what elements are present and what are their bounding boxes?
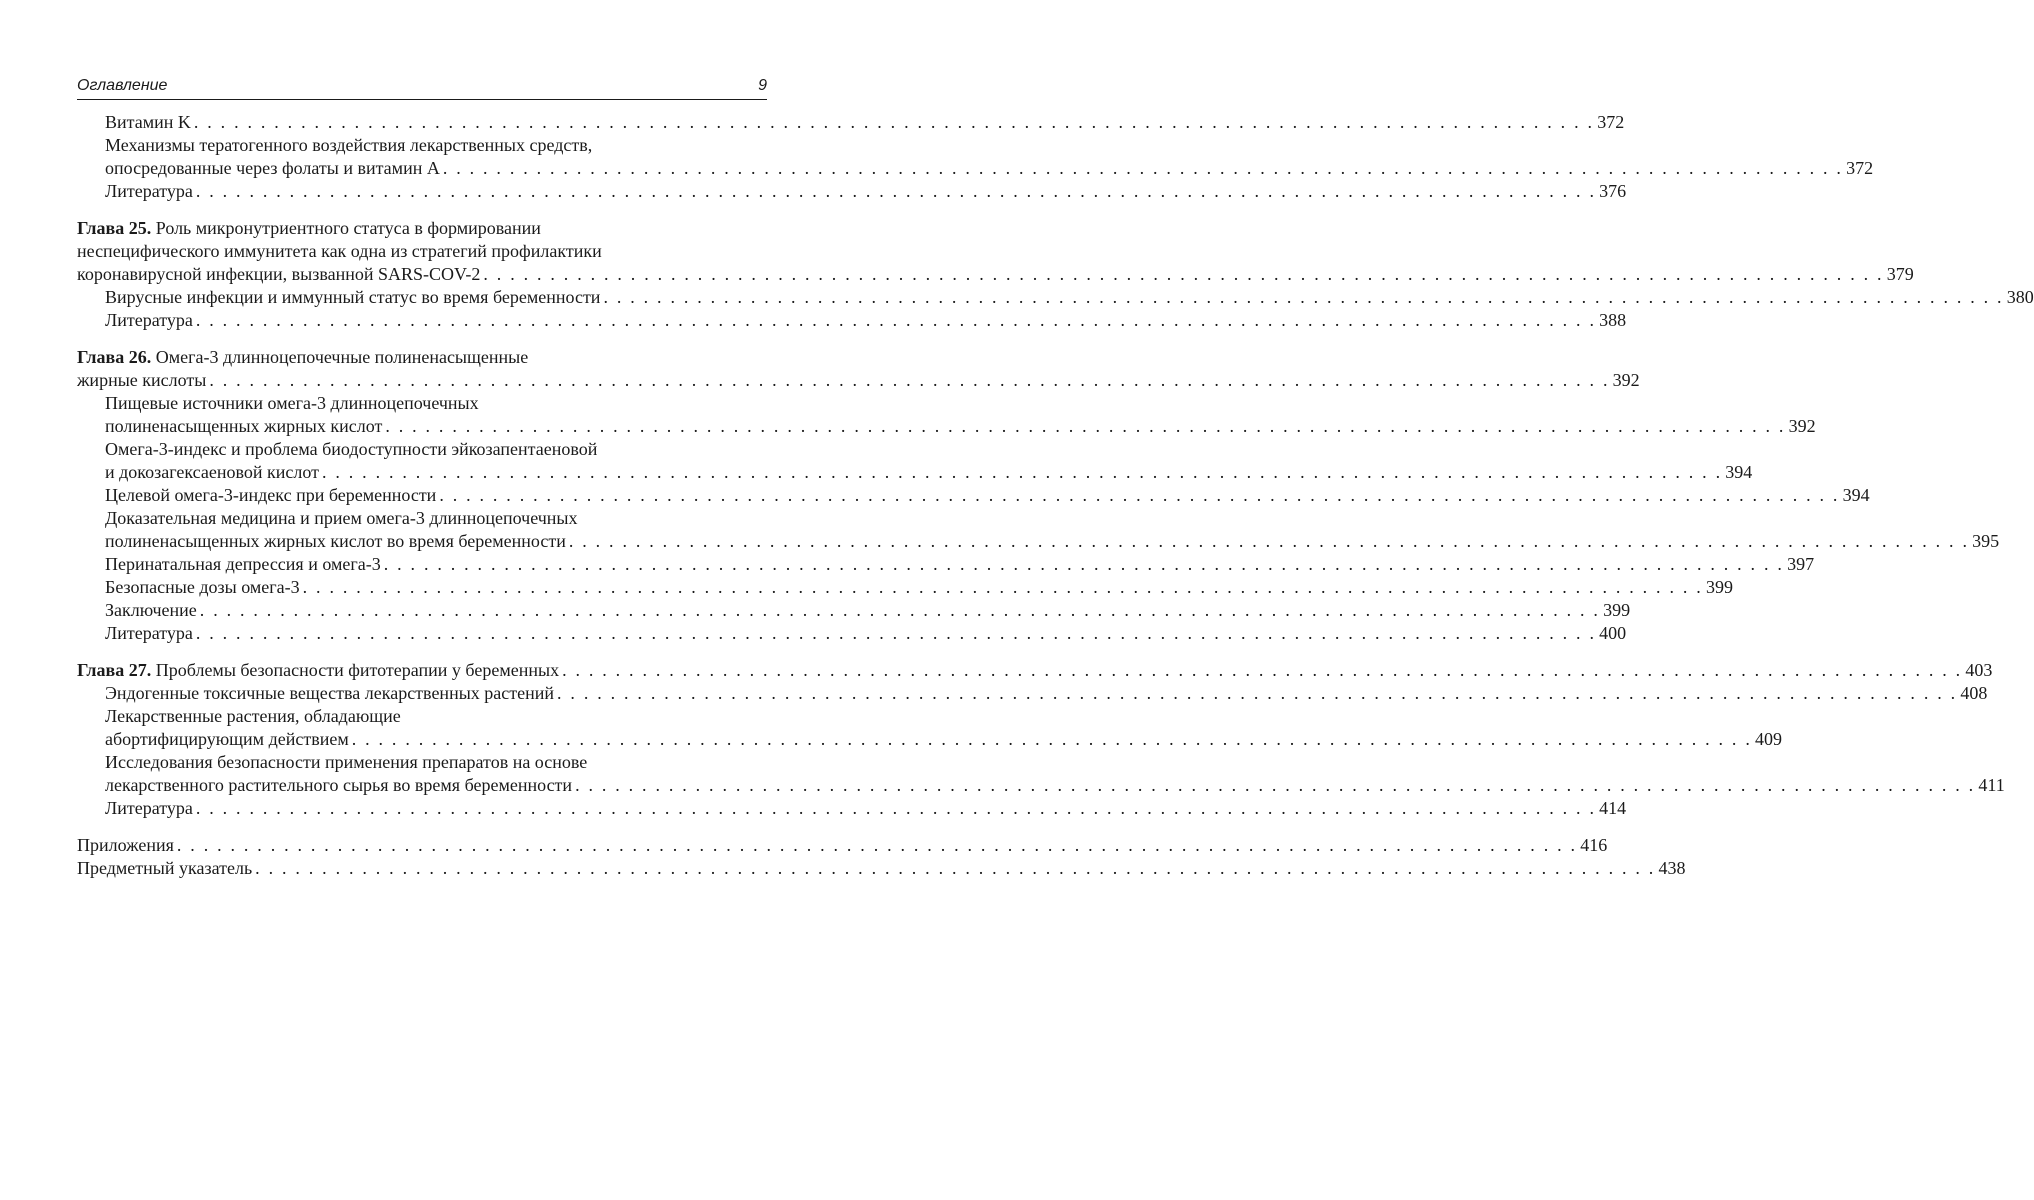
- toc-entry-teratogenic-mechanisms[interactable]: [77, 134, 1874, 180]
- dot-leader: . . . . . . . . . . . . . . . . . . . . . . . . . . . . . . . . . . . . . . . . . . . . . . . . . . . . . . . . . . . . . . . . . . . . . . . . . . . . . . . . . . . . . . . . . . . . . . . . . . . . . . . . .: [562, 660, 1963, 680]
- toc-entry-title: Безопасные дозы омега-3: [105, 577, 300, 597]
- dot-leader: . . . . . . . . . . . . . . . . . . . . . . . . . . . . . . . . . . . . . . . . . . . . . . . . . . . . . . . . . . . . . . . . . . . . . . . . . . . . . . . . . . . . . . . . . . . . . . . . . . . . . . . . .: [199, 600, 1601, 620]
- toc-entry-target-omega-index[interactable]: [77, 484, 1870, 507]
- toc-page-number: 438: [1658, 858, 1686, 878]
- toc-chapter-title-text: Роль микронутриентного статуса в формировании: [155, 218, 541, 238]
- toc-entry-literature[interactable]: [77, 180, 1627, 203]
- toc-entry-title-line: Доказательная медицина и прием омега-3 длинноцепочечных: [105, 508, 578, 528]
- dot-leader: . . . . . . . . . . . . . . . . . . . . . . . . . . . . . . . . . . . . . . . . . . . . . . . . . . . . . . . . . . . . . . . . . . . . . . . . . . . . . . . . . . . . . . . . . . . . . . . . . . . . . . . . .: [557, 683, 1958, 703]
- toc-page-number: 372: [1846, 158, 1874, 178]
- toc-chapter-27[interactable]: [77, 659, 1993, 682]
- toc-page-number: 376: [1599, 181, 1627, 201]
- toc-page-number: 408: [1960, 683, 1988, 703]
- dot-leader: . . . . . . . . . . . . . . . . . . . . . . . . . . . . . . . . . . . . . . . . . . . . . . . . . . . . . . . . . . . . . . . . . . . . . . . . . . . . . . . . . . . . . . . . . . . . . . . . . . . . . . . . .: [483, 264, 1884, 284]
- toc-page-number: 394: [1725, 462, 1753, 482]
- toc-entry-title-line: абортифицирующим действием: [105, 729, 349, 749]
- toc-entry-title-line: Пищевые источники омега-3 длинноцепочечных: [105, 393, 479, 413]
- toc-entry-title: Литература: [105, 798, 193, 818]
- toc-entry-title: Эндогенные токсичные вещества лекарственных растений: [105, 683, 555, 703]
- toc-page-number: 399: [1603, 600, 1631, 620]
- toc-entry-title: Литература: [105, 623, 193, 643]
- table-of-contents: [77, 111, 2034, 880]
- toc-entry-safe-doses[interactable]: [77, 576, 1733, 599]
- toc-entry-title-line: опосредованные через фолаты и витамин A: [105, 158, 440, 178]
- toc-chapter-title-text: Проблемы безопасности фитотерапии у беременных: [155, 660, 560, 680]
- dot-leader: . . . . . . . . . . . . . . . . . . . . . . . . . . . . . . . . . . . . . . . . . . . . . . . . . . . . . . . . . . . . . . . . . . . . . . . . . . . . . . . . . . . . . . . . . . . . . . . . . . . . . . . . .: [439, 485, 1840, 505]
- toc-entry-literature[interactable]: [77, 622, 1627, 645]
- toc-entry-title: Витамин K: [105, 112, 191, 132]
- toc-page-number: 392: [1612, 370, 1640, 390]
- dot-leader: . . . . . . . . . . . . . . . . . . . . . . . . . . . . . . . . . . . . . . . . . . . . . . . . . . . . . . . . . . . . . . . . . . . . . . . . . . . . . . . . . . . . . . . . . . . . . . . . . . . . . . . . .: [603, 287, 2004, 307]
- dot-leader: . . . . . . . . . . . . . . . . . . . . . . . . . . . . . . . . . . . . . . . . . . . . . . . . . . . . . . . . . . . . . . . . . . . . . . . . . . . . . . . . . . . . . . . . . . . . . . . . . . . . . . . . .: [442, 158, 1844, 178]
- running-header-title: Оглавление: [77, 77, 168, 94]
- toc-entry-title: Заключение: [105, 600, 197, 620]
- toc-entry-title-line: Лекарственные растения, обладающие: [105, 706, 401, 726]
- toc-chapter-title-line: коронавирусной инфекции, вызванной SARS-COV-2: [77, 264, 481, 284]
- toc-page-number: 399: [1705, 577, 1733, 597]
- toc-chapter-25[interactable]: [77, 217, 1914, 286]
- toc-chapter-26[interactable]: [77, 346, 1640, 392]
- toc-entry-abortifacient-plants[interactable]: [77, 705, 1783, 751]
- toc-entry-title: Предметный указатель: [77, 858, 253, 878]
- dot-leader: . . . . . . . . . . . . . . . . . . . . . . . . . . . . . . . . . . . . . . . . . . . . . . . . . . . . . . . . . . . . . . . . . . . . . . . . . . . . . . . . . . . . . . . . . . . . . . . . . . . . . . . . .: [321, 462, 1723, 482]
- dot-leader: . . . . . . . . . . . . . . . . . . . . . . . . . . . . . . . . . . . . . . . . . . . . . . . . . . . . . . . . . . . . . . . . . . . . . . . . . . . . . . . . . . . . . . . . . . . . . . . . . . . . . . . . .: [176, 835, 1578, 855]
- dot-leader: . . . . . . . . . . . . . . . . . . . . . . . . . . . . . . . . . . . . . . . . . . . . . . . . . . . . . . . . . . . . . . . . . . . . . . . . . . . . . . . . . . . . . . . . . . . . . . . . . . . . . . . . .: [193, 112, 1595, 132]
- dot-leader: . . . . . . . . . . . . . . . . . . . . . . . . . . . . . . . . . . . . . . . . . . . . . . . . . . . . . . . . . . . . . . . . . . . . . . . . . . . . . . . . . . . . . . . . . . . . . . . . . . . . . . . . .: [383, 554, 1785, 574]
- toc-page-number: 380: [2006, 287, 2034, 307]
- toc-chapter-title-line: [77, 659, 559, 682]
- dot-leader: . . . . . . . . . . . . . . . . . . . . . . . . . . . . . . . . . . . . . . . . . . . . . . . . . . . . . . . . . . . . . . . . . . . . . . . . . . . . . . . . . . . . . . . . . . . . . . . . . . . . . . . . .: [195, 623, 1597, 643]
- running-header: [77, 74, 767, 100]
- toc-entry-title: Целевой омега-3-индекс при беременности: [105, 485, 437, 505]
- toc-page-number: 403: [1965, 660, 1993, 680]
- toc-entry-title-line: Механизмы тератогенного воздействия лекарственных средств,: [105, 135, 593, 155]
- toc-entry-title-line: полиненасыщенных жирных кислот во время беременности: [105, 531, 566, 551]
- toc-page-number: 394: [1842, 485, 1870, 505]
- toc-entry-perinatal-depression[interactable]: [77, 553, 1815, 576]
- chapter-label: Глава 27.: [77, 660, 152, 680]
- toc-entry-title-line: Омега-3-индекс и проблема биодоступности эйкозапентаеновой: [105, 439, 598, 459]
- toc-entry-title: Литература: [105, 310, 193, 330]
- toc-page-number: 372: [1597, 112, 1625, 132]
- toc-page-number: 400: [1599, 623, 1627, 643]
- dot-leader: . . . . . . . . . . . . . . . . . . . . . . . . . . . . . . . . . . . . . . . . . . . . . . . . . . . . . . . . . . . . . . . . . . . . . . . . . . . . . . . . . . . . . . . . . . . . . . . . . . . . . . . . .: [351, 729, 1753, 749]
- toc-entry-literature[interactable]: [77, 797, 1627, 820]
- toc-chapter-title-line: [77, 346, 767, 369]
- toc-page-number: 416: [1580, 835, 1608, 855]
- chapter-label: Глава 26.: [77, 347, 152, 367]
- dot-leader: . . . . . . . . . . . . . . . . . . . . . . . . . . . . . . . . . . . . . . . . . . . . . . . . . . . . . . . . . . . . . . . . . . . . . . . . . . . . . . . . . . . . . . . . . . . . . . . . . . . . . . . . .: [302, 577, 1703, 597]
- page-number: 9: [758, 77, 767, 94]
- toc-page-number: 397: [1787, 554, 1815, 574]
- toc-chapter-title-text: Омега-3 длинноцепочечные полиненасыщенные: [155, 347, 529, 367]
- toc-page-number: 392: [1788, 416, 1816, 436]
- toc-chapter-title-line: [77, 217, 767, 240]
- toc-entry-title-line: и докозагексаеновой кислот: [105, 462, 319, 482]
- toc-entry-viral-infections[interactable]: [77, 286, 2034, 309]
- toc-chapter-title-line: неспецифического иммунитета как одна из стратегий профилактики: [77, 241, 602, 261]
- toc-entry-safety-studies[interactable]: [77, 751, 2005, 797]
- toc-entry-endogenous-toxins[interactable]: [77, 682, 1988, 705]
- toc-appendices[interactable]: [77, 834, 1608, 857]
- dot-leader: . . . . . . . . . . . . . . . . . . . . . . . . . . . . . . . . . . . . . . . . . . . . . . . . . . . . . . . . . . . . . . . . . . . . . . . . . . . . . . . . . . . . . . . . . . . . . . . . . . . . . . . . .: [195, 310, 1597, 330]
- toc-entry-omega-index-bioavailability[interactable]: [77, 438, 1753, 484]
- toc-subject-index[interactable]: [77, 857, 1686, 880]
- dot-leader: . . . . . . . . . . . . . . . . . . . . . . . . . . . . . . . . . . . . . . . . . . . . . . . . . . . . . . . . . . . . . . . . . . . . . . . . . . . . . . . . . . . . . . . . . . . . . . . . . . . . . . . . .: [568, 531, 1970, 551]
- dot-leader: . . . . . . . . . . . . . . . . . . . . . . . . . . . . . . . . . . . . . . . . . . . . . . . . . . . . . . . . . . . . . . . . . . . . . . . . . . . . . . . . . . . . . . . . . . . . . . . . . . . . . . . . .: [385, 416, 1786, 436]
- toc-page-number: 414: [1599, 798, 1627, 818]
- toc-entry-title: Перинатальная депрессия и омега-3: [105, 554, 381, 574]
- toc-entry-food-sources[interactable]: [77, 392, 1816, 438]
- toc-entry-conclusion[interactable]: [77, 599, 1631, 622]
- toc-entry-vitamin-k[interactable]: [77, 111, 1625, 134]
- toc-page-number: 395: [1972, 531, 2000, 551]
- toc-chapter-title-line: жирные кислоты: [77, 370, 207, 390]
- toc-entry-title: Вирусные инфекции и иммунный статус во время беременности: [105, 287, 601, 307]
- toc-entry-title: Литература: [105, 181, 193, 201]
- toc-entry-title-line: Исследования безопасности применения препаратов на основе: [105, 752, 588, 772]
- chapter-label: Глава 25.: [77, 218, 152, 238]
- toc-page-number: 379: [1886, 264, 1914, 284]
- toc-entry-literature[interactable]: [77, 309, 1627, 332]
- toc-page-number: 411: [1978, 775, 2005, 795]
- toc-page-number: 388: [1599, 310, 1627, 330]
- toc-entry-title-line: полиненасыщенных жирных кислот: [105, 416, 383, 436]
- toc-page-number: 409: [1755, 729, 1783, 749]
- toc-entry-title: Приложения: [77, 835, 174, 855]
- toc-entry-evidence-based-medicine[interactable]: [77, 507, 2000, 553]
- dot-leader: . . . . . . . . . . . . . . . . . . . . . . . . . . . . . . . . . . . . . . . . . . . . . . . . . . . . . . . . . . . . . . . . . . . . . . . . . . . . . . . . . . . . . . . . . . . . . . . . . . . . . . . . .: [195, 181, 1597, 201]
- dot-leader: . . . . . . . . . . . . . . . . . . . . . . . . . . . . . . . . . . . . . . . . . . . . . . . . . . . . . . . . . . . . . . . . . . . . . . . . . . . . . . . . . . . . . . . . . . . . . . . . . . . . . . . . .: [255, 858, 1656, 878]
- dot-leader: . . . . . . . . . . . . . . . . . . . . . . . . . . . . . . . . . . . . . . . . . . . . . . . . . . . . . . . . . . . . . . . . . . . . . . . . . . . . . . . . . . . . . . . . . . . . . . . . . . . . . . . . .: [195, 798, 1597, 818]
- dot-leader: . . . . . . . . . . . . . . . . . . . . . . . . . . . . . . . . . . . . . . . . . . . . . . . . . . . . . . . . . . . . . . . . . . . . . . . . . . . . . . . . . . . . . . . . . . . . . . . . . . . . . . . . .: [209, 370, 1610, 390]
- toc-entry-title-line: лекарственного растительного сырья во время беременности: [105, 775, 573, 795]
- dot-leader: . . . . . . . . . . . . . . . . . . . . . . . . . . . . . . . . . . . . . . . . . . . . . . . . . . . . . . . . . . . . . . . . . . . . . . . . . . . . . . . . . . . . . . . . . . . . . . . . . . . . . . . . .: [575, 775, 1976, 795]
